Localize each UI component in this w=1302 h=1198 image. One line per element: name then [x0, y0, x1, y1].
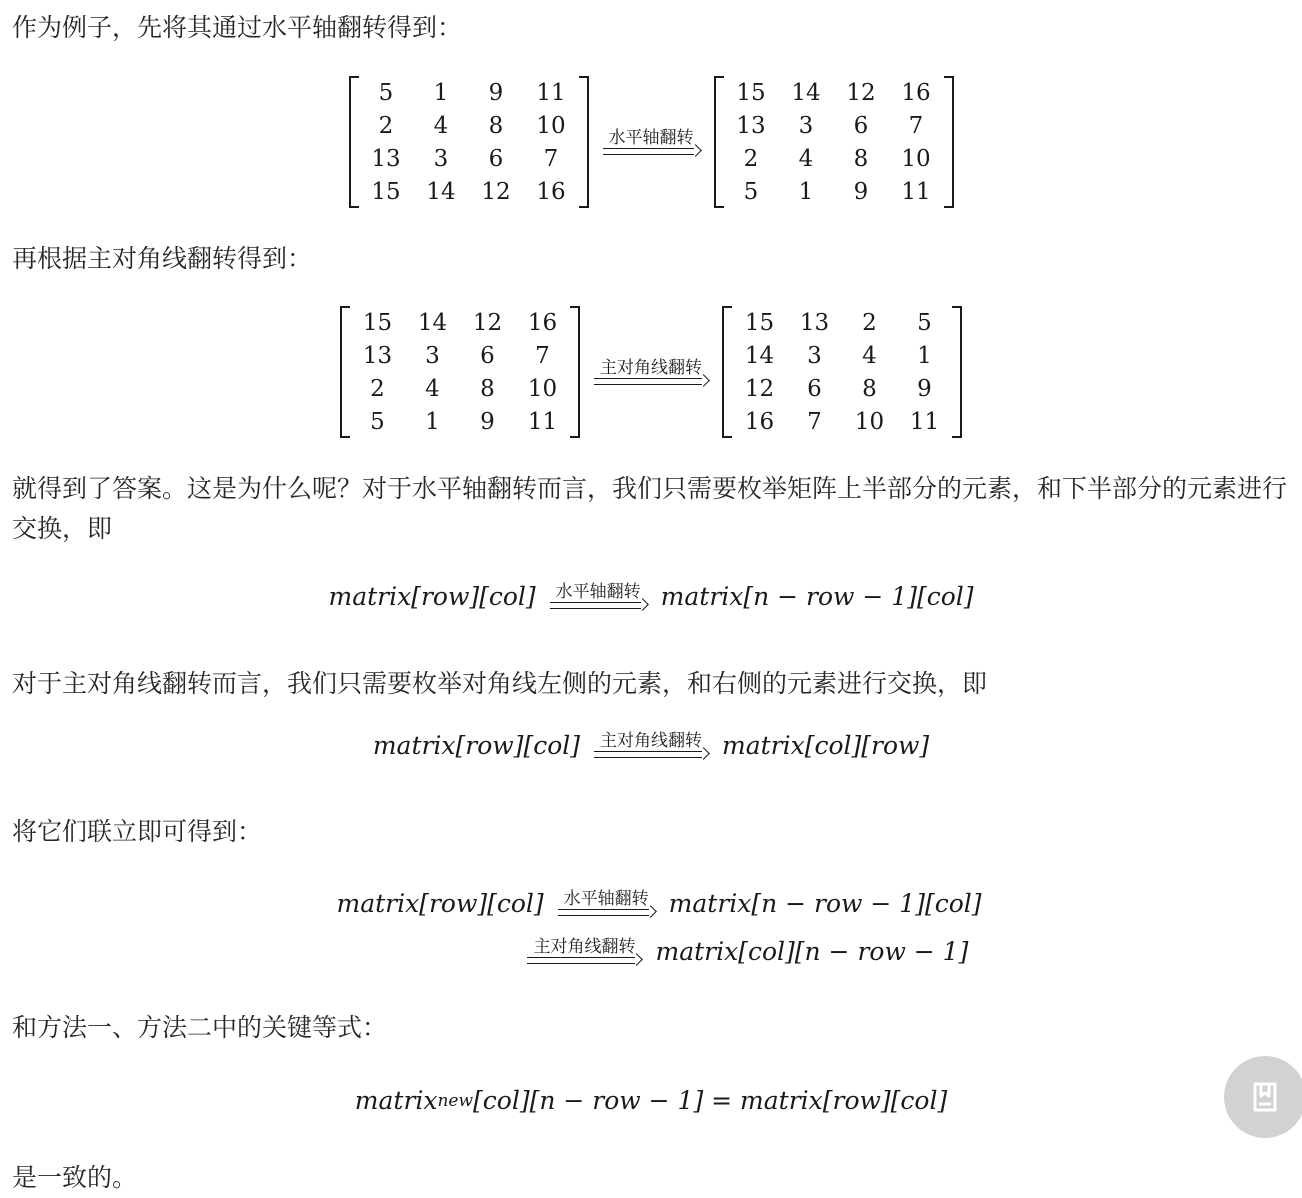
matrix-cell: 14 — [417, 309, 448, 336]
matrix-cell: 11 — [527, 408, 558, 435]
matrix-cell: 1 — [433, 79, 449, 106]
arrow-label: 主对角线翻转 — [600, 731, 702, 751]
matrix-cell: 11 — [901, 178, 931, 205]
arrow-label: 主对角线翻转 — [533, 937, 636, 957]
matrix-cell: 5 — [370, 408, 385, 435]
matrix-grid — [724, 76, 944, 208]
matrix-cell: 13 — [736, 112, 766, 139]
matrix-cell: 2 — [743, 145, 759, 172]
matrix-cell: 9 — [488, 79, 504, 106]
matrix-cell: 2 — [370, 375, 385, 402]
matrix-cell: 9 — [917, 375, 932, 402]
matrix-cell: 13 — [799, 309, 830, 336]
matrix-cell: 7 — [543, 145, 559, 172]
horizontal-flip-arrow — [558, 889, 655, 918]
matrix-cell: 10 — [536, 112, 566, 139]
matrix-cell: 16 — [901, 79, 931, 106]
equation-horizontal — [0, 582, 1302, 611]
matrix-cell: 15 — [371, 178, 401, 205]
matrix-cell: 8 — [480, 375, 495, 402]
matrix-cell: 1 — [917, 342, 932, 369]
equation-base: matrix — [354, 1086, 438, 1115]
matrix-cell: 6 — [488, 145, 504, 172]
equation-subscript: new — [437, 1090, 474, 1111]
paragraph: 将它们联立即可得到： — [12, 817, 263, 846]
matrix-cell: 10 — [854, 408, 885, 435]
matrix-cell: 9 — [853, 178, 869, 205]
matrix-cell: 4 — [425, 375, 440, 402]
matrix-grid — [350, 306, 570, 438]
matrix-cell: 3 — [807, 342, 822, 369]
horizontal-flip-arrow — [603, 128, 700, 157]
matrix-grid — [359, 76, 579, 208]
paragraph: 是一致的。 — [12, 1163, 138, 1192]
matrix-cell: 4 — [862, 342, 877, 369]
equation-diagonal — [0, 731, 1302, 760]
matrix-cell: 3 — [433, 145, 449, 172]
matrix-original — [349, 76, 589, 208]
matrix-cell: 15 — [744, 309, 775, 336]
equation-combined — [0, 870, 1302, 966]
paragraph: 再根据主对角线翻转得到： — [12, 244, 313, 273]
matrix-cell: 2 — [378, 112, 394, 139]
paragraph: 对于主对角线翻转而言，我们只需要枚举对角线左侧的元素，和右侧的元素进行交换，即 — [12, 669, 988, 698]
paragraph: 和方法一、方法二中的关键等式： — [12, 1013, 388, 1042]
matrix-cell: 12 — [744, 375, 775, 402]
diagonal-flip-arrow — [594, 358, 708, 387]
matrix-cell: 8 — [488, 112, 504, 139]
matrix-cell: 6 — [480, 342, 495, 369]
matrix-cell: 11 — [909, 408, 940, 435]
paragraph: 作为例子，先将其通过水平轴翻转得到： — [12, 13, 463, 42]
matrix-cell: 1 — [798, 178, 814, 205]
matrix-cell: 15 — [736, 79, 766, 106]
matrix-cell: 14 — [791, 79, 821, 106]
matrix-grid — [732, 306, 952, 438]
equation-right: matrix[col][row] — [722, 731, 930, 760]
matrix-cell: 10 — [527, 375, 558, 402]
matrix-cell: 7 — [807, 408, 822, 435]
matrix-flipped-horizontal — [340, 306, 580, 438]
matrix-cell: 16 — [527, 309, 558, 336]
matrix-flipped-diagonal — [722, 306, 962, 438]
matrix-cell: 8 — [853, 145, 869, 172]
matrix-cell: 4 — [433, 112, 449, 139]
diagonal-flip-arrow — [594, 731, 708, 760]
matrix-cell: 12 — [846, 79, 876, 106]
matrix-cell: 1 — [425, 408, 440, 435]
matrix-cell: 6 — [853, 112, 869, 139]
matrix-cell: 4 — [798, 145, 814, 172]
matrix-cell: 6 — [807, 375, 822, 402]
equation-mid: matrix[n − row − 1][col] — [668, 889, 982, 918]
matrix-cell: 12 — [481, 178, 511, 205]
matrix-cell: 10 — [901, 145, 931, 172]
matrix-cell: 16 — [536, 178, 566, 205]
matrix-cell: 9 — [480, 408, 495, 435]
matrix-equation-1 — [0, 76, 1302, 208]
key-equation — [0, 1086, 1302, 1115]
matrix-cell: 2 — [862, 309, 877, 336]
matrix-flipped-horizontal — [714, 76, 954, 208]
arrow-label: 主对角线翻转 — [600, 357, 702, 378]
matrix-cell: 7 — [535, 342, 550, 369]
matrix-cell: 14 — [426, 178, 456, 205]
matrix-cell: 15 — [362, 309, 393, 336]
bookmark-icon — [1248, 1080, 1282, 1114]
matrix-cell: 14 — [744, 342, 775, 369]
matrix-cell: 3 — [798, 112, 814, 139]
matrix-cell: 16 — [744, 408, 775, 435]
equation-rest: [col][n − row − 1] = matrix[row][col] — [473, 1086, 948, 1115]
matrix-cell: 13 — [371, 145, 401, 172]
bookmark-button[interactable] — [1224, 1056, 1302, 1138]
matrix-cell: 12 — [472, 309, 503, 336]
arrow-label: 水平轴翻转 — [563, 889, 649, 909]
equation-left: matrix[row][col] — [336, 889, 544, 918]
equation-left: matrix[row][col] — [372, 731, 580, 760]
matrix-cell: 3 — [425, 342, 440, 369]
matrix-cell: 11 — [536, 79, 566, 106]
matrix-cell: 8 — [862, 375, 877, 402]
matrix-cell: 5 — [378, 79, 394, 106]
paragraph: 就得到了答案。这是为什么呢？对于水平轴翻转而言，我们只需要枚举矩阵上半部分的元素，和下半部分的元素进行交换，即 — [12, 474, 1288, 543]
diagonal-flip-arrow — [527, 937, 641, 966]
arrow-label: 水平轴翻转 — [555, 582, 641, 602]
arrow-label: 水平轴翻转 — [608, 127, 694, 148]
matrix-cell: 13 — [362, 342, 393, 369]
equation-right: matrix[col][n − row − 1] — [655, 937, 969, 966]
matrix-cell: 5 — [743, 178, 759, 205]
matrix-cell: 5 — [917, 309, 932, 336]
equation-left: matrix[row][col] — [328, 582, 536, 611]
equation-right: matrix[n − row − 1][col] — [660, 582, 974, 611]
matrix-equation-2 — [0, 306, 1302, 438]
matrix-cell: 7 — [908, 112, 924, 139]
horizontal-flip-arrow — [550, 582, 647, 611]
